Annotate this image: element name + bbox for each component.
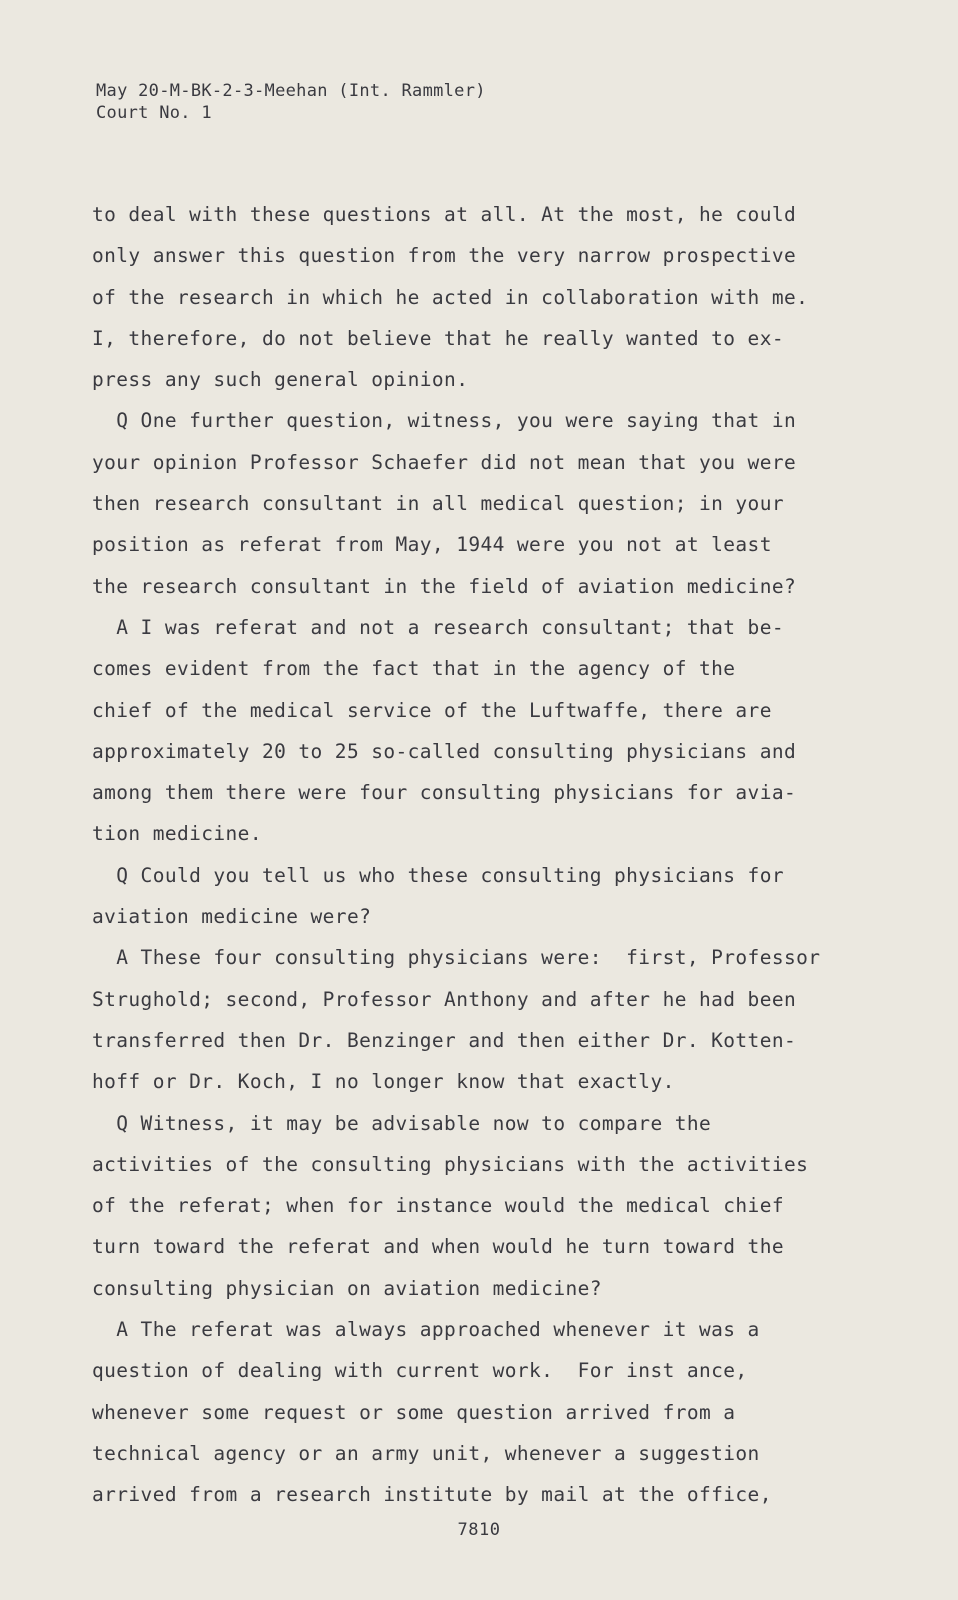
transcript-line: comes evident from the fact that in the agency of the — [92, 657, 736, 681]
transcript-line: turn toward the referat and when would he turn toward the — [92, 1235, 784, 1259]
transcript-line: question of dealing with current work. For inst ance, — [92, 1359, 748, 1383]
transcript-line: A The referat was always approached whenever it was a — [92, 1318, 760, 1342]
transcript-line: A These four consulting physicians were: first, Professor — [92, 946, 821, 970]
transcript-line: only answer this question from the very narrow prospective — [92, 244, 797, 268]
transcript-line: aviation medicine were? — [92, 905, 372, 929]
transcript-line: Q One further question, witness, you were saying that in — [92, 409, 797, 433]
transcript-line: the research consultant in the field of aviation medicine? — [92, 574, 797, 598]
transcript-line: technical agency or an army unit, whenever a suggestion — [92, 1441, 760, 1465]
transcript-line: Q Could you tell us who these consulting physicians for — [92, 863, 784, 887]
transcript-line: hoff or Dr. Koch, I no longer know that exactly. — [92, 1070, 675, 1094]
document-header — [96, 80, 486, 124]
transcript-line: to deal with these questions at all. At the most, he could — [92, 203, 797, 226]
transcript-line: I, therefore, do not believe that he really wanted to ex- — [92, 326, 784, 350]
transcript-line: tion medicine. — [92, 822, 262, 846]
transcript-line: then research consultant in all medical question; in your — [92, 492, 784, 516]
transcript-body — [92, 203, 932, 1525]
header-case-reference: May 20-M-BK-2-3-Meehan (Int. Rammler) — [96, 81, 486, 101]
transcript-line: press any such general opinion. — [92, 368, 469, 392]
transcript-line: among them there were four consulting physicians for avia- — [92, 781, 797, 805]
transcript-line: arrived from a research institute by mail at the office, — [92, 1483, 772, 1507]
transcript-line: activities of the consulting physicians with the activities — [92, 1152, 809, 1176]
transcript-line: consulting physician on aviation medicine? — [92, 1276, 602, 1300]
transcript-line: Strughold; second, Professor Anthony and after he had been — [92, 987, 797, 1011]
transcript-line: approximately 20 to 25 so-called consulting physicians and — [92, 739, 797, 763]
transcript-line: A I was referat and not a research consultant; that be- — [92, 615, 784, 639]
transcript-line: Q Witness, it may be advisable now to compare the — [92, 1111, 712, 1135]
transcript-line: your opinion Professor Schaefer did not mean that you were — [92, 450, 797, 474]
transcript-line: chief of the medical service of the Luftwaffe, there are — [92, 698, 772, 722]
transcript-line: whenever some request or some question arrived from a — [92, 1400, 736, 1424]
transcript-line: transferred then Dr. Benzinger and then either Dr. Kotten- — [92, 1028, 797, 1052]
page-number: 7810 — [457, 1520, 501, 1540]
header-court-number: Court No. 1 — [96, 103, 212, 123]
transcript-line: position as referat from May, 1944 were you not at least — [92, 533, 772, 557]
transcript-line: of the referat; when for instance would the medical chief — [92, 1194, 784, 1218]
transcript-line: of the research in which he acted in collaboration with me. — [92, 285, 809, 309]
